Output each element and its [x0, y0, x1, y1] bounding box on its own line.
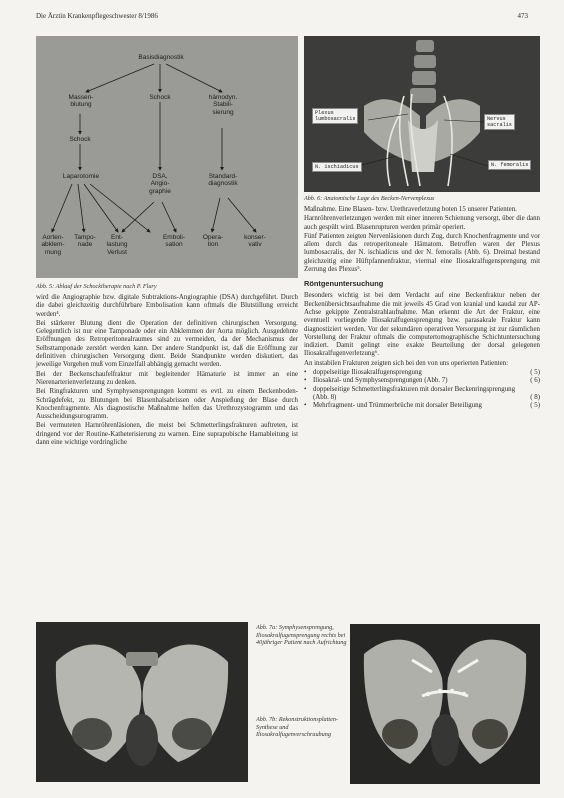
- paragraph: Bei der Beckenschaufelfraktur mit begleitender Hämaturie ist immer an eine Nierenarterienverletzung zu denken.: [36, 370, 298, 386]
- label-nervus-sacralis: Nervus sacralis: [484, 114, 515, 130]
- figure-7b-caption: Abb. 7b: Rekonstruktionsplatten-Synthese und Iliosakralfugenverschraubung: [256, 716, 338, 738]
- list-item: • Iliosakral- und Symphysensprengungen (Abb. 7) ( 6): [304, 377, 540, 385]
- journal-title: Die Ärztin Krankenpflegeschwester 8/1986: [36, 12, 158, 20]
- figure-5-caption: Abb. 5: Ablauf der Schocktherapie nach P. Flury: [36, 283, 157, 290]
- label-plexus: Plexus lumbosacralis: [312, 108, 358, 124]
- flow-stabilisierung: hämodyn. Stabili- sierung: [208, 94, 238, 116]
- left-column: [36, 36, 298, 448]
- flow-leaf-entlastung: Ent- lastung Verlust: [106, 234, 128, 256]
- left-body-text: [36, 294, 298, 447]
- figure-6-caption: Abb. 6: Anatomische Lage des Becken-Nervenplexus: [304, 195, 435, 202]
- bullet: •: [304, 369, 307, 377]
- flow-schock: Schock: [149, 94, 171, 101]
- xray-7a: [36, 622, 248, 782]
- list-item: • doppelseitige Schmetterlingsfrakturen mit dorsaler Beckenringsprengung (Abb. 8) ( 8): [304, 385, 540, 401]
- label-femoralis: N. femoralis: [488, 160, 531, 170]
- flow-leaf-operation: Opera- tion: [202, 234, 224, 249]
- xray-7b: [350, 624, 540, 784]
- flow-dsa: DSA, Angio- graphie: [149, 173, 171, 195]
- flow-root: Basisdiagnostik: [138, 54, 184, 61]
- flow-leaf-konservativ: konser- vativ: [244, 234, 266, 249]
- label-ischiadicus: N. ischiadicus: [312, 162, 362, 172]
- paragraph: An instabilen Frakturen zeigten sich bei den von uns operierten Patienten:: [304, 359, 508, 367]
- paragraph: Bei vermuteten Harnröhrenläsionen, die meist bei Schmetterlingsfrakturen auftreten, ist dringend vor der Routine-Katheterisierung zu warnen. Eine suprapubische Harnableitung ist dann eine wichtige vordringliche: [36, 422, 298, 447]
- paragraph: Besonders wichtig ist bei dem Verdacht auf eine Beckenfraktur neben der Beckenübersichtsaufnahme die mit jeweils 45 Grad von kranial und kaudal zur AP-Achse gekippte Zentralstrahlaufnahme. Man erkennt die Art der Fraktur, eine eventuell vorliegende Iliosakralfugensprengung bzw. parasakrale Fraktur kann diagnostiziert werden. Vor der sekundären operativen Versorgung ist zur räumlichen Vorstellung der Fraktur oftmals die computertomographische Schichtuntersuchung indiziert. Damit gelingt eine exakte Beurteilung der dorsal gelegenen Iliosakralfugenverletzung⁶.: [304, 292, 540, 358]
- flow-leaf-aorta: Aorten- abklem- mung: [41, 234, 65, 256]
- page-header: [36, 12, 528, 24]
- flowchart-figure: [36, 36, 298, 278]
- rontgen-text: [304, 292, 540, 368]
- paragraph: Fünf Patienten zeigten Nervenläsionen durch Zug, durch Knochenfragmente und vor allem durch das retroperitoneale Hämatom. Betroffen waren der Plexus lumbosacralis, der N. ischiadicus und der N. femoralis (Abb. 6). Dreimal bestand gleichzeitig eine Hüftpfannenfraktur, viermal eine Iliosakralfugensprengung mit Zerrung des Plexus⁵.: [304, 232, 540, 274]
- flow-leaf-tamponade: Tampo- nade: [74, 234, 96, 249]
- flow-massenblutung: Massen- blutung: [68, 94, 94, 109]
- paragraph: Bei stärkerer Blutung dient die Operation der definitiven chirurgischen Versorgung. Gelegentlich ist nur eine Tamponade oder ein Abklemmen der Aorta möglich. Ausgedehnte Eröffnungen des Retroperitonealraumes sind zu vermeiden, da der Mechanismus der Selbsttamponade zerstört werden kann. Der andere Standpunkt ist, daß die Eröffnung zur definitiven chirurgischen Versorgung dient. Beide Standpunkte werden diskutiert, das jeweilige Vorgehen muß vom Einzelfall abhängig gemacht werden.: [36, 319, 298, 369]
- section-heading: Röntgenuntersuchung: [304, 279, 384, 289]
- page-number: 473: [517, 12, 528, 20]
- figure-7a-caption: Abb. 7a: Symphysensprengung, Iliosakralfugensprengung rechts bei 40jähriger Patient nach Aufrichtung: [256, 624, 347, 646]
- fracture-list: [304, 369, 540, 410]
- flow-leaf-embolisation: Emboli- sation: [162, 234, 186, 249]
- bullet: •: [304, 377, 307, 385]
- flow-standarddiagnostik: Standard- diagnostik: [208, 173, 238, 188]
- list-item: • doppelseitige Iliosakralfugensprengung ( 5): [304, 369, 540, 377]
- right-body-text: [304, 206, 540, 274]
- paragraph: Bei Ringfrakturen und Symphysensprengungen kommt es evtl. zu einem Beckenboden-Schrägdefekt, zu Blutungen bei Blasenhalsabrissen oder Anspießung der Blase durch Knochenfragmente. Als diagnostische Maßnahme helfen das Urethrozystogramm und das Ausscheidungsurogramm.: [36, 388, 298, 421]
- anatomy-figure: [304, 36, 540, 192]
- bullet: •: [304, 402, 307, 410]
- flow-laparotomie: Laparotomie: [62, 173, 100, 180]
- flow-schock-2: Schock: [69, 136, 91, 143]
- right-column: [304, 36, 540, 411]
- bullet: •: [304, 385, 307, 393]
- paragraph: Maßnahme. Eine Blasen- bzw. Urethraverletzung boten 15 unserer Patienten.: [304, 206, 517, 213]
- list-item: • Mehrfragment- und Trümmerbrüche mit dorsaler Beteiligung ( 5): [304, 402, 540, 410]
- paragraph: wird die Angiographie bzw. digitale Subtraktions-Angiographie (DSA) durchgeführt. Durch die dabei gleichzeitig durchführbare Embolisation kann oftmals die Blutstillung erreicht werden⁴.: [36, 294, 298, 318]
- paragraph: Harnröhrenverletzungen werden mit einer inneren Schienung versorgt, über die dann auch gespült wird. Blasenrupturen werden primär operiert.: [304, 215, 540, 231]
